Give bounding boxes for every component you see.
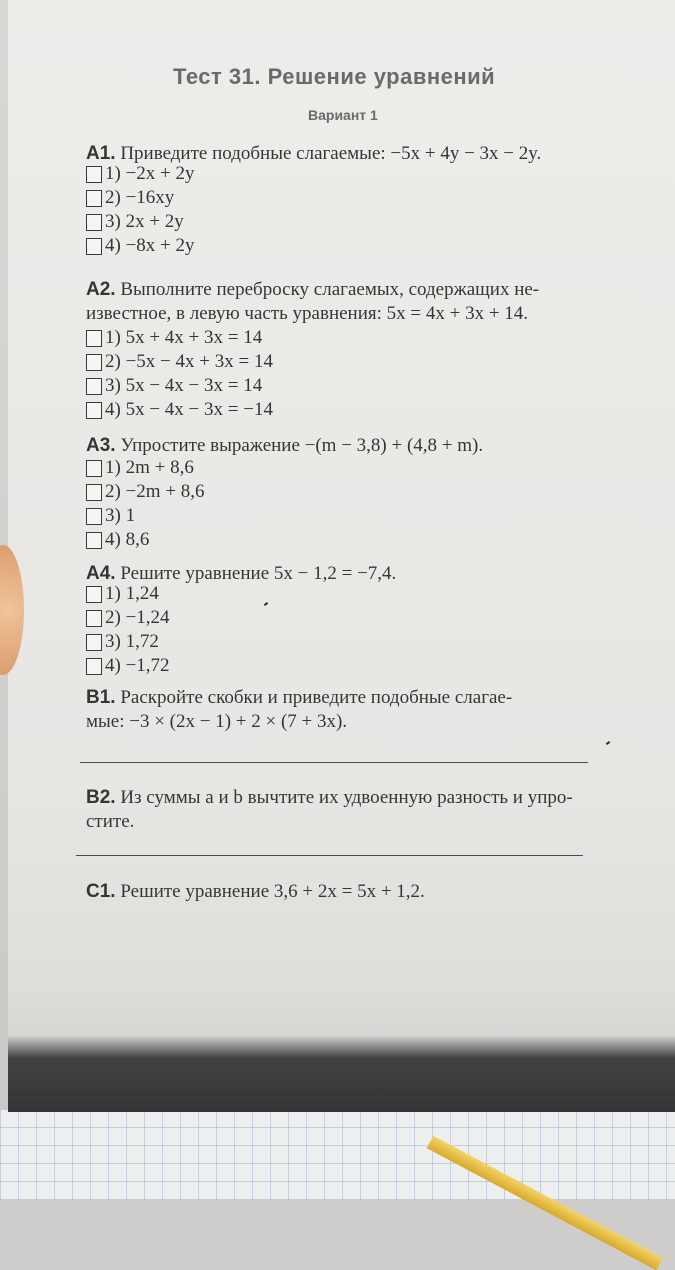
question-text: Решите уравнение 5x − 1,2 = −7,4.	[120, 563, 397, 584]
checkbox-icon[interactable]	[86, 166, 102, 183]
option-item[interactable]	[86, 456, 205, 480]
question-code: С1.	[86, 881, 116, 902]
option-label: 1) 1,24	[105, 583, 159, 604]
option-item[interactable]	[86, 234, 195, 258]
question-text-line2: мые: −3 × (2x − 1) + 2 × (7 + 3x).	[86, 711, 348, 732]
options-a3	[86, 456, 205, 552]
checkbox-icon[interactable]	[86, 484, 102, 501]
option-label: 3) 1,72	[105, 631, 159, 652]
option-label: 2) −16xy	[105, 187, 175, 208]
question-b1	[86, 686, 512, 734]
question-text: Упростите выражение −(m − 3,8) + (4,8 + m).	[120, 435, 484, 456]
options-a4	[86, 582, 170, 678]
option-label: 4) 8,6	[105, 529, 150, 550]
question-code: А4.	[86, 563, 116, 584]
option-item[interactable]	[86, 630, 170, 654]
question-text-line1: Выполните переброску слагаемых, содержащих не-	[120, 279, 540, 300]
question-code: В1.	[86, 687, 116, 708]
options-a2	[86, 326, 273, 422]
question-code: В2.	[86, 787, 116, 808]
option-item[interactable]	[86, 398, 273, 422]
option-label: 4) −1,72	[105, 655, 170, 676]
option-item[interactable]	[86, 582, 170, 606]
checkbox-icon[interactable]	[86, 508, 102, 525]
checkbox-icon[interactable]	[86, 378, 102, 395]
checkbox-icon[interactable]	[86, 610, 102, 627]
option-label: 1) 5x + 4x + 3x = 14	[105, 327, 263, 348]
option-label: 3) 1	[105, 505, 136, 526]
grid-notebook	[0, 1110, 675, 1200]
option-label: 1) −2x + 2y	[105, 163, 195, 184]
question-code: А3.	[86, 435, 116, 456]
option-item[interactable]	[86, 504, 205, 528]
options-a1	[86, 162, 195, 258]
pencil-mark	[606, 741, 610, 745]
variant-label: Вариант 1	[308, 107, 378, 123]
option-label: 1) 2m + 8,6	[105, 457, 194, 478]
test-sheet	[8, 0, 675, 1112]
checkbox-icon[interactable]	[86, 402, 102, 419]
option-label: 2) −2m + 8,6	[105, 481, 205, 502]
question-code: А2.	[86, 279, 116, 300]
checkbox-icon[interactable]	[86, 586, 102, 603]
answer-line-b1[interactable]	[80, 762, 588, 763]
checkbox-icon[interactable]	[86, 460, 102, 477]
question-text-line1: Из суммы a и b вычтите их удвоенную разность и упро-	[120, 787, 573, 808]
option-label: 3) 2x + 2y	[105, 211, 184, 232]
checkbox-icon[interactable]	[86, 238, 102, 255]
answer-line-b2[interactable]	[76, 855, 583, 856]
question-a3	[86, 434, 483, 458]
option-label: 3) 5x − 4x − 3x = 14	[105, 375, 263, 396]
checkbox-icon[interactable]	[86, 354, 102, 371]
checkbox-icon[interactable]	[86, 532, 102, 549]
option-item[interactable]	[86, 210, 195, 234]
question-a2	[86, 278, 539, 326]
question-text-line2: известное, в левую часть уравнения: 5x = 4x + 3x + 14.	[86, 303, 529, 324]
option-label: 4) 5x − 4x − 3x = −14	[105, 399, 273, 420]
question-text: Решите уравнение 3,6 + 2x = 5x + 1,2.	[120, 881, 425, 902]
question-c1	[86, 880, 425, 904]
option-item[interactable]	[86, 528, 205, 552]
checkbox-icon[interactable]	[86, 190, 102, 207]
option-label: 4) −8x + 2y	[105, 235, 195, 256]
checkbox-icon[interactable]	[86, 658, 102, 675]
checkbox-icon[interactable]	[86, 634, 102, 651]
option-item[interactable]	[86, 186, 195, 210]
question-text: Приведите подобные слагаемые: −5x + 4y − 3x − 2y.	[120, 143, 542, 164]
shadow-band	[8, 1035, 675, 1112]
checkbox-icon[interactable]	[86, 214, 102, 231]
pencil-mark	[264, 602, 268, 606]
option-label: 2) −5x − 4x + 3x = 14	[105, 351, 273, 372]
option-item[interactable]	[86, 350, 273, 374]
option-item[interactable]	[86, 606, 170, 630]
option-item[interactable]	[86, 374, 273, 398]
question-text-line1: Раскройте скобки и приведите подобные слагае-	[120, 687, 513, 708]
option-item[interactable]	[86, 480, 205, 504]
option-item[interactable]	[86, 162, 195, 186]
option-item[interactable]	[86, 654, 170, 678]
question-b2	[86, 786, 573, 834]
question-text-line2: стите.	[86, 811, 135, 832]
checkbox-icon[interactable]	[86, 330, 102, 347]
option-label: 2) −1,24	[105, 607, 170, 628]
option-item[interactable]	[86, 326, 273, 350]
question-code: А1.	[86, 143, 116, 164]
test-title: Тест 31. Решение уравнений	[173, 64, 496, 89]
